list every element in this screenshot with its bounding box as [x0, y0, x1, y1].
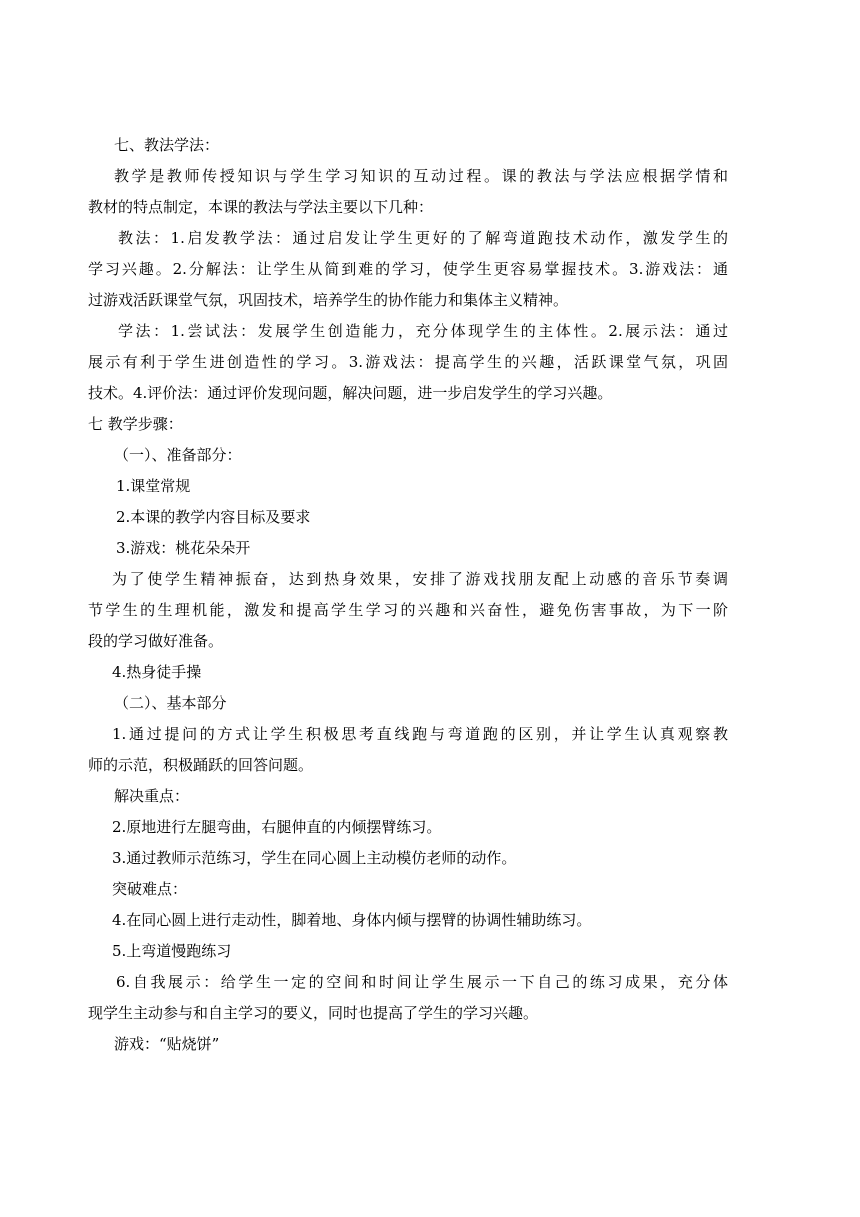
paragraph-line: 教学是教师传授知识与学生学习知识的互动过程。课的教法与学法应根据学情和 — [114, 167, 728, 185]
document-body — [88, 130, 728, 1060]
paragraph-line: 展示有利于学生进创造性的学习。3.游戏法：提高学生的兴趣，活跃课堂气氛，巩固 — [88, 353, 728, 371]
paragraph-line: 教法：1.启发教学法：通过启发让学生更好的了解弯道跑技术动作，激发学生的 — [118, 229, 728, 247]
paragraph-line: 学习兴趣。2.分解法：让学生从简到难的学习，使学生更容易掌握技术。3.游戏法：通 — [88, 260, 728, 278]
list-item: 2.本课的教学内容目标及要求 — [116, 508, 311, 526]
game-title: 游戏：“贴烧饼” — [114, 1035, 220, 1053]
list-item: 1.通过提问的方式让学生积极思考直线跑与弯道跑的区别，并让学生认真观察教 — [112, 725, 728, 743]
list-item: 3.通过教师示范练习，学生在同心圆上主动模仿老师的动作。 — [112, 849, 517, 867]
list-item: 4.热身徒手操 — [112, 663, 202, 681]
paragraph-line: 教材的特点制定，本课的教法与学法主要以下几种： — [88, 198, 434, 216]
list-item: 4.在同心圆上进行走动性，脚着地、身体内倾与摆臂的协调性辅助练习。 — [112, 911, 592, 929]
list-item: 2.原地进行左腿弯曲，右腿伸直的内倾摆臂练习。 — [112, 818, 442, 836]
list-item: 1.课堂常规 — [116, 477, 191, 495]
list-item: 3.游戏：桃花朵朵开 — [116, 539, 251, 557]
section-heading-teaching-steps: 七 教学步骤： — [88, 415, 183, 433]
label-key-point: 解决重点： — [114, 787, 190, 805]
paragraph-line: 现学生主动参与和自主学习的要义，同时也提高了学生的学习兴趣。 — [88, 1004, 539, 1022]
paragraph-line: 段的学习做好准备。 — [88, 632, 224, 650]
paragraph-line: 技术。4.评价法：通过评价发现问题，解决问题，进一步启发学生的学习兴趣。 — [88, 384, 613, 402]
list-item: 6.自我展示：给学生一定的空间和时间让学生展示一下自己的练习成果，充分体 — [116, 973, 728, 991]
label-difficulty: 突破难点： — [112, 880, 188, 898]
paragraph-line: 师的示范，积极踊跃的回答问题。 — [88, 756, 314, 774]
paragraph-line: 节学生的生理机能，激发和提高学生学习的兴趣和兴奋性，避免伤害事故，为下一阶 — [88, 601, 728, 619]
paragraph-line: 为了使学生精神振奋，达到热身效果，安排了游戏找朋友配上动感的音乐节奏调 — [112, 570, 728, 588]
subsection-heading-preparation: （一）、准备部分： — [114, 446, 242, 464]
paragraph-line: 学法：1.尝试法：发展学生创造能力，充分体现学生的主体性。2.展示法：通过 — [118, 322, 728, 340]
subsection-heading-basic: （二）、基本部分 — [114, 694, 227, 712]
section-heading-teaching-methods: 七、教法学法： — [114, 136, 220, 154]
paragraph-line: 过游戏活跃课堂气氛，巩固技术，培养学生的协作能力和集体主义精神。 — [88, 291, 569, 309]
list-item: 5.上弯道慢跑练习 — [112, 942, 232, 960]
